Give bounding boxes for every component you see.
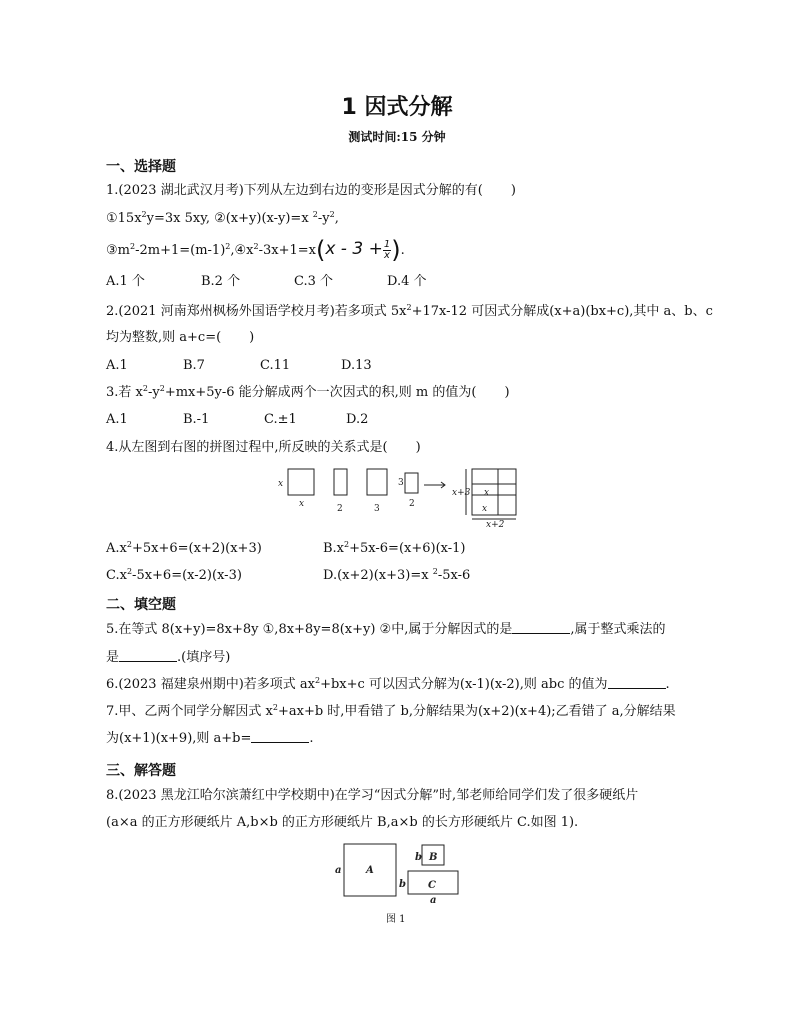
svg-text:A: A: [366, 865, 374, 876]
section-answer: 三、解答题: [106, 763, 176, 779]
section-choice: 一、选择题: [106, 159, 176, 175]
rect-3-by-x: [367, 469, 387, 495]
svg-text:x: x: [484, 488, 490, 498]
q5-line2: 是 .(填序号): [106, 650, 231, 665]
svg-text:x: x: [482, 504, 488, 514]
svg-text:a: a: [430, 895, 437, 906]
q2-line1: 2.(2021 河南郑州枫杨外国语学校月考)若多项式 $5x^2+17x-12$ 可因式分解成(x+a)(bx+c),其中 a、b、c: [106, 303, 713, 319]
q2-option-a[interactable]: A.1: [106, 358, 128, 373]
q1-option-d[interactable]: D.4 个: [387, 274, 427, 289]
q1-option-a[interactable]: A.1 个: [106, 274, 145, 289]
svg-text:2: 2: [409, 499, 415, 509]
svg-text:a: a: [335, 865, 342, 876]
q3-option-a[interactable]: A.1: [106, 412, 128, 427]
q3-option-c[interactable]: C.±1: [264, 412, 297, 427]
q1-option-c[interactable]: C.3 个: [294, 274, 334, 289]
composite-rectangle: [472, 469, 516, 515]
q1-stem: 1.(2023 湖北武汉月考)下列从左边到右边的变形是因式分解的有( ): [106, 183, 516, 198]
q4-option-b[interactable]: $B.x^2+5x-6=(x+6)(x-1)$: [323, 540, 466, 556]
svg-text:b: b: [399, 879, 406, 890]
q2-option-c[interactable]: C.11: [260, 358, 291, 373]
rect-3-by-2: [405, 473, 418, 493]
q1-option-b[interactable]: B.2 个: [201, 274, 241, 289]
page-title: 1 因式分解: [341, 95, 453, 120]
q2-option-b[interactable]: B.7: [183, 358, 205, 373]
figure-1-caption: 图 1: [386, 914, 406, 925]
q8-cards-figure: [330, 838, 470, 906]
q5-line1: 5.在等式 8(x+y)=8x+8y ①,8x+8y=8(x+y) ②中,属于分解因式的是 ,属于整式乘法的: [106, 622, 666, 637]
q5-blank-1[interactable]: [512, 622, 570, 634]
rect-2-by-x: [334, 469, 347, 495]
fraction-1-over-x: $\frac{1}{x}$: [383, 239, 391, 261]
svg-text:B: B: [429, 852, 438, 863]
svg-text:3: 3: [398, 478, 404, 488]
q2-line2: 均为整数,则 a+c=( ): [106, 330, 255, 345]
svg-text:b: b: [415, 852, 422, 863]
svg-text:x+2: x+2: [486, 520, 505, 528]
q4-option-c[interactable]: $C.x^2-5x+6=(x-2)(x-3)$: [106, 567, 242, 583]
q3-option-d[interactable]: D.2: [346, 412, 369, 427]
svg-text:2: 2: [337, 504, 343, 514]
q2-option-d[interactable]: D.13: [341, 358, 372, 373]
q1-line2: $①15x^2y=3x$ 5xy, ②(x+y)(x-y)=x $^2-y^2$,: [106, 210, 339, 226]
q8-line1: 8.(2023 黑龙江哈尔滨萧红中学校期中)在学习“因式分解”时,邹老师给同学们发了很多硬纸片: [106, 788, 639, 803]
q8-line2: (a×a 的正方形硬纸片 A,b×b 的正方形硬纸片 B,a×b 的长方形硬纸片 C.如图 1).: [106, 815, 579, 830]
square-x-by-x: [288, 469, 314, 495]
svg-text:C: C: [428, 880, 436, 891]
svg-text:x: x: [278, 479, 284, 489]
q4-stem: 4.从左图到右图的拼图过程中,所反映的关系式是( ): [106, 440, 421, 455]
q7-line2: 为(x+1)(x+9),则 a+b= .: [106, 731, 314, 746]
q5-blank-2[interactable]: [119, 650, 177, 662]
svg-text:x+3: x+3: [452, 488, 471, 498]
q4-option-d[interactable]: D.(x+2)(x+3)=x $^2$-5x-6: [323, 567, 471, 583]
q3-option-b[interactable]: B.-1: [183, 412, 210, 427]
q7-line1: 7.甲、乙两个同学分解因式 $x^2+ax+b$ 时,甲看错了 b,分解结果为(x+2)(x+4);乙看错了 a,分解结果: [106, 703, 676, 719]
q7-blank[interactable]: [251, 731, 309, 743]
q6-stem: 6.(2023 福建泉州期中)若多项式 $ax^2+bx+c$ 可以因式分解为(x-1)(x-2),则 abc 的值为 .: [106, 676, 670, 692]
q6-blank[interactable]: [608, 677, 666, 689]
test-time: 测试时间:15 分钟: [348, 130, 446, 144]
q1-line3: $③m^2-2m+1=(m-1)^2,④x^2-3x+1=x(x - 3$ + $\frac{1}{x}$ ).: [106, 236, 405, 264]
q4-option-a[interactable]: $A.x^2+5x+6=(x+2)(x+3)$: [106, 540, 262, 556]
svg-text:3: 3: [374, 504, 380, 514]
section-fill-blank: 二、填空题: [106, 597, 176, 613]
q3-stem: 3.若 $x^2-y^2+mx+5y-6$ 能分解成两个一次因式的积,则 m 的值为( ): [106, 384, 510, 400]
svg-text:x: x: [299, 499, 305, 509]
q4-tiling-figure: [276, 464, 536, 528]
